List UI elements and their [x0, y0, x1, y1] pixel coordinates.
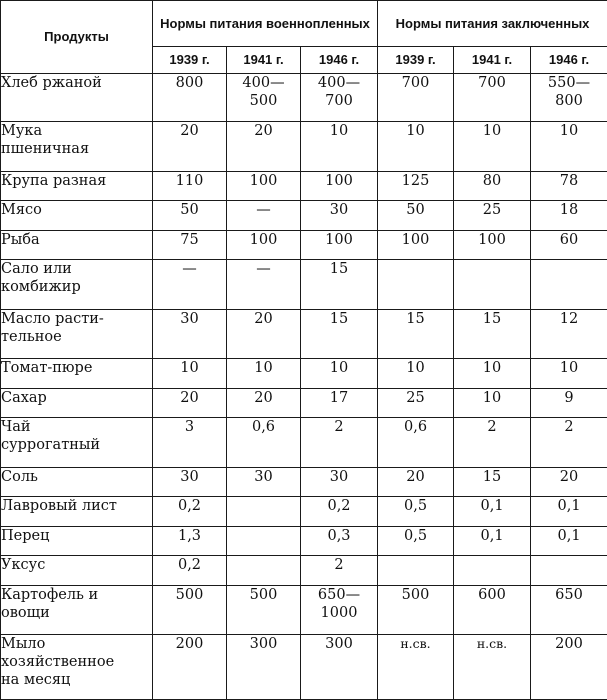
value-cell: 0,1 — [531, 497, 607, 527]
year-header: 1939 г. — [378, 47, 454, 74]
value-cell: 9 — [531, 388, 607, 418]
table-row — [1, 418, 607, 467]
table-row — [1, 556, 607, 586]
product-name-cell: Крупа разная — [1, 171, 153, 201]
table-row — [1, 526, 607, 556]
value-cell: 100 — [378, 230, 454, 260]
value-cell — [378, 556, 454, 586]
value-cell: 600 — [454, 585, 531, 634]
value-cell: 20 — [227, 309, 301, 358]
value-cell: 2 — [301, 418, 378, 467]
value-cell: 100 — [227, 171, 301, 201]
value-cell — [227, 497, 301, 527]
value-cell: 3 — [153, 418, 227, 467]
value-cell: 0,5 — [378, 497, 454, 527]
value-cell: — — [227, 201, 301, 231]
value-cell — [531, 556, 607, 586]
table-row — [1, 585, 607, 634]
value-cell: 300 — [227, 635, 301, 700]
value-cell: 0,2 — [301, 497, 378, 527]
table-row — [1, 171, 607, 201]
value-cell: 80 — [454, 171, 531, 201]
product-name-cell: Перец — [1, 526, 153, 556]
value-cell: 20 — [378, 467, 454, 497]
value-cell: 500 — [378, 585, 454, 634]
year-header: 1946 г. — [531, 47, 607, 74]
product-name-cell: Томат-пюре — [1, 359, 153, 389]
value-cell — [531, 260, 607, 309]
value-cell: 0,6 — [227, 418, 301, 467]
value-cell: 10 — [378, 359, 454, 389]
year-header: 1946 г. — [301, 47, 378, 74]
product-name-cell: Масло расти- тельное — [1, 309, 153, 358]
value-cell: 100 — [301, 230, 378, 260]
value-cell: 0,2 — [153, 556, 227, 586]
value-cell: 10 — [531, 359, 607, 389]
value-cell: 110 — [153, 171, 227, 201]
value-cell: н.св. — [378, 635, 454, 700]
product-name-cell: Мыло хозяйственное на месяц — [1, 635, 153, 700]
value-cell — [227, 526, 301, 556]
year-header: 1939 г. — [153, 47, 227, 74]
product-name-cell: Сало или комбижир — [1, 260, 153, 309]
table-row — [1, 201, 607, 231]
value-cell — [227, 556, 301, 586]
value-cell: 15 — [301, 309, 378, 358]
product-name-cell: Уксус — [1, 556, 153, 586]
table-row — [1, 635, 607, 700]
value-cell: 10 — [227, 359, 301, 389]
value-cell: 400— 500 — [227, 74, 301, 122]
value-cell: 10 — [153, 359, 227, 389]
header-row — [1, 1, 607, 47]
table-row — [1, 122, 607, 171]
table-row — [1, 260, 607, 309]
table-row — [1, 467, 607, 497]
value-cell: 0,2 — [153, 497, 227, 527]
value-cell: 15 — [454, 309, 531, 358]
value-cell: 650— 1000 — [301, 585, 378, 634]
value-cell: 0,5 — [378, 526, 454, 556]
year-header: 1941 г. — [227, 47, 301, 74]
value-cell: 500 — [153, 585, 227, 634]
product-name-cell: Мясо — [1, 201, 153, 231]
value-cell: 30 — [301, 467, 378, 497]
year-header: 1941 г. — [454, 47, 531, 74]
product-name-cell: Картофель и овощи — [1, 585, 153, 634]
products-header: Продукты — [1, 1, 153, 74]
value-cell: 200 — [153, 635, 227, 700]
value-cell: 0,3 — [301, 526, 378, 556]
product-name-cell: Чай суррогатный — [1, 418, 153, 467]
value-cell: 0,1 — [454, 526, 531, 556]
value-cell: — — [227, 260, 301, 309]
value-cell — [454, 556, 531, 586]
table-body — [1, 74, 607, 700]
value-cell — [378, 260, 454, 309]
table-row — [1, 74, 607, 122]
value-cell: 50 — [378, 201, 454, 231]
value-cell: 0,1 — [454, 497, 531, 527]
value-cell: 25 — [454, 201, 531, 231]
value-cell: 10 — [454, 359, 531, 389]
value-cell: 125 — [378, 171, 454, 201]
value-cell: 2 — [454, 418, 531, 467]
value-cell: 20 — [531, 467, 607, 497]
value-cell: 10 — [531, 122, 607, 171]
value-cell: 20 — [153, 388, 227, 418]
value-cell: 2 — [301, 556, 378, 586]
value-cell: 78 — [531, 171, 607, 201]
value-cell: 30 — [301, 201, 378, 231]
value-cell: 20 — [227, 122, 301, 171]
product-name-cell: Лавровый лист — [1, 497, 153, 527]
value-cell: 75 — [153, 230, 227, 260]
pow-norms-header: Нормы питания военнопленных — [153, 1, 378, 47]
prisoner-norms-header: Нормы питания заключенных — [378, 1, 607, 47]
value-cell: 100 — [454, 230, 531, 260]
value-cell: 15 — [454, 467, 531, 497]
value-cell: 500 — [227, 585, 301, 634]
value-cell: 18 — [531, 201, 607, 231]
value-cell: 0,6 — [378, 418, 454, 467]
value-cell: 20 — [153, 122, 227, 171]
value-cell: 650 — [531, 585, 607, 634]
value-cell: 10 — [301, 122, 378, 171]
value-cell: 400— 700 — [301, 74, 378, 122]
product-name-cell: Сахар — [1, 388, 153, 418]
table-row — [1, 230, 607, 260]
value-cell: 60 — [531, 230, 607, 260]
value-cell: 15 — [378, 309, 454, 358]
value-cell: 550— 800 — [531, 74, 607, 122]
value-cell: 12 — [531, 309, 607, 358]
table-row — [1, 359, 607, 389]
table-row — [1, 388, 607, 418]
product-name-cell: Мука пшеничная — [1, 122, 153, 171]
value-cell: 30 — [153, 467, 227, 497]
product-name-cell: Рыба — [1, 230, 153, 260]
value-cell: 10 — [378, 122, 454, 171]
value-cell: 100 — [301, 171, 378, 201]
value-cell: 100 — [227, 230, 301, 260]
value-cell: 25 — [378, 388, 454, 418]
table-row — [1, 497, 607, 527]
value-cell: 20 — [227, 388, 301, 418]
product-name-cell: Хлеб ржаной — [1, 74, 153, 122]
value-cell: 15 — [301, 260, 378, 309]
value-cell: 0,1 — [531, 526, 607, 556]
value-cell: 300 — [301, 635, 378, 700]
value-cell: 1,3 — [153, 526, 227, 556]
value-cell: 30 — [227, 467, 301, 497]
product-name-cell: Соль — [1, 467, 153, 497]
table-row — [1, 309, 607, 358]
value-cell: 10 — [454, 388, 531, 418]
value-cell: 200 — [531, 635, 607, 700]
value-cell: 700 — [454, 74, 531, 122]
value-cell: 17 — [301, 388, 378, 418]
value-cell — [454, 260, 531, 309]
value-cell: 30 — [153, 309, 227, 358]
value-cell: н.св. — [454, 635, 531, 700]
value-cell: 800 — [153, 74, 227, 122]
value-cell: 2 — [531, 418, 607, 467]
value-cell: 10 — [301, 359, 378, 389]
value-cell: 700 — [378, 74, 454, 122]
value-cell: — — [153, 260, 227, 309]
value-cell: 10 — [454, 122, 531, 171]
value-cell: 50 — [153, 201, 227, 231]
